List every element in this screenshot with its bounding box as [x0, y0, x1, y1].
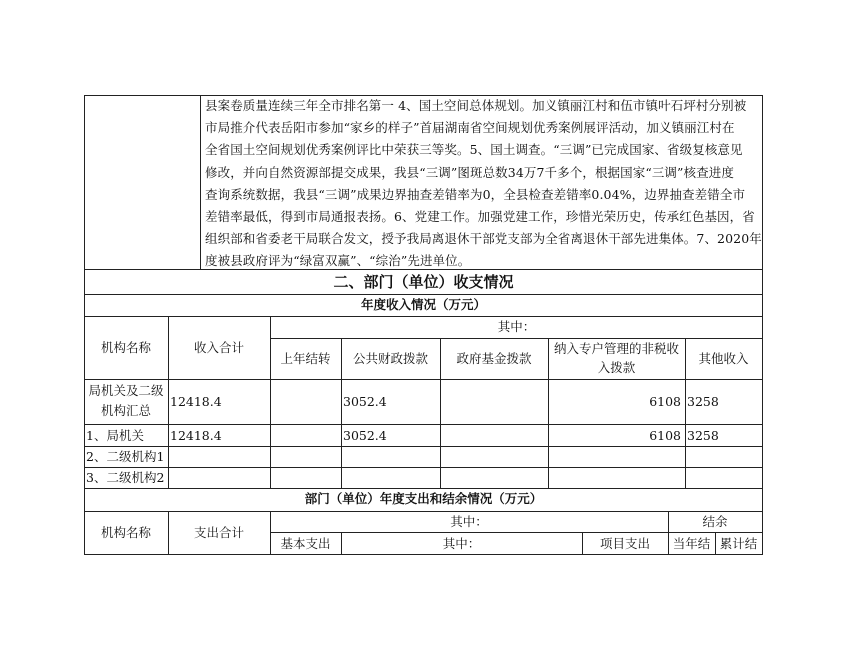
income-col-group: 其中： — [497, 319, 536, 334]
income-col-nontax-line1: 纳入专户管理的非税收 — [553, 341, 679, 356]
income-col-prev-year: 上年结转 — [280, 351, 331, 366]
expense-col-balance: 结余 — [702, 514, 728, 529]
expense-col-basic: 基本支出 — [280, 536, 331, 551]
income-col-nontax-line2: 入拨款 — [597, 360, 636, 375]
income-col-gov-fund: 政府基金拨款 — [456, 351, 532, 366]
expense-col-current-year: 当年结 — [672, 536, 711, 551]
expense-col-org: 机构名称 — [100, 525, 151, 540]
expense-col-total: 支出合计 — [193, 525, 244, 540]
row-other: 3258 — [687, 428, 719, 443]
narrative-line: 市局推介代表岳阳市参加“家乡的样子”首届湖南省空间规划优秀案例展评活动，加义镇丽江村在 — [205, 120, 735, 136]
expense-col-of-which: 其中： — [442, 536, 481, 551]
row-other: 3258 — [687, 394, 719, 409]
income-col-public-fiscal: 公共财政拨款 — [352, 351, 428, 366]
row-org: 2、二级机构1 — [86, 449, 165, 464]
narrative-line: 度被县政府评为“绿富双赢”、“综治”先进单位。 — [205, 253, 471, 269]
narrative-line: 组织部和省委老干局联合发文，授予我局离退休干部党支部为全省离退休干部先进集体。7、2020年 — [205, 231, 762, 247]
row-public-fiscal: 3052.4 — [343, 394, 387, 409]
income-col-total: 收入合计 — [193, 340, 244, 355]
row-org: 3、二级机构2 — [86, 470, 165, 485]
expense-col-group: 其中： — [450, 514, 488, 529]
expense-col-project: 项目支出 — [599, 536, 650, 551]
income-table-title: 年度收入情况（万元） — [360, 297, 486, 312]
row-total: 12418.4 — [170, 394, 222, 409]
income-col-other: 其他收入 — [698, 351, 749, 366]
narrative-line: 查询系统数据，我县“三调”成果边界抽查差错率为0，全县检查差错率0.04%，边界抽查差错全市 — [205, 186, 746, 202]
narrative-line: 差错率最低，得到市局通报表扬。6、党建工作。加强党建工作，珍惜光荣历史，传承红色基因，省 — [205, 209, 755, 225]
narrative-paragraph — [205, 95, 762, 273]
row-public-fiscal: 3052.4 — [343, 428, 387, 443]
narrative-line: 全省国土空间规划优秀案例评比中荣获三等奖。5、国土调查。“三调”已完成国家、省级复核意见 — [205, 142, 743, 158]
row-org-line2: 机构汇总 — [100, 403, 151, 418]
row-nontax: 6108 — [649, 394, 681, 409]
narrative-line: 县案卷质量连续三年全市排名第一 4、国土空间总体规划。加义镇丽江村和伍市镇叶石坪村分别被 — [205, 98, 747, 113]
expense-col-cumulative: 累计结 — [719, 536, 758, 551]
expense-table-title: 部门（单位）年度支出和结余情况（万元） — [304, 491, 543, 506]
row-org-line1: 局机关及二级 — [88, 383, 164, 398]
row-nontax: 6108 — [649, 428, 681, 443]
narrative-line: 修改，并向自然资源部提交成果，我县“三调”图斑总数34万7千多个，根据国家“三调”核查进度 — [205, 164, 734, 180]
income-col-org: 机构名称 — [100, 340, 151, 355]
row-total: 12418.4 — [170, 428, 222, 443]
row-org: 1、局机关 — [86, 428, 144, 443]
section-title: 二、部门（单位）收支情况 — [333, 273, 514, 291]
